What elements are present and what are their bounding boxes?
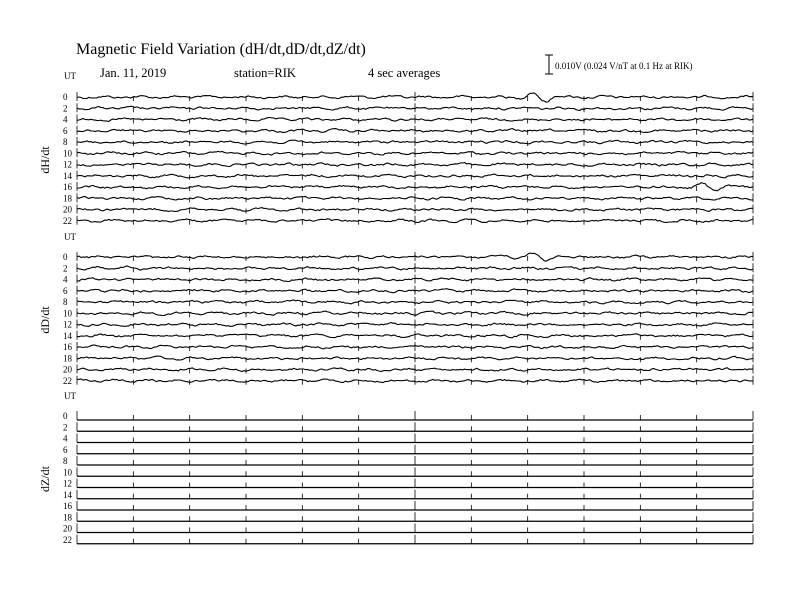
row-hour-label: 0 bbox=[63, 252, 68, 262]
row-hour-label: 12 bbox=[63, 478, 72, 489]
row-hour-label: 18 bbox=[63, 193, 72, 204]
row-hour-label: 8 bbox=[63, 297, 68, 307]
row-hour-label: 22 bbox=[63, 375, 72, 386]
row-hour-label: 22 bbox=[63, 534, 72, 545]
trace-row bbox=[63, 216, 753, 226]
scale-label: 0.010V (0.024 V/nT at 0.1 Hz at RIK) bbox=[555, 61, 693, 71]
trace-row bbox=[63, 275, 753, 285]
row-hour-label: 12 bbox=[63, 159, 72, 170]
row-hour-label: 10 bbox=[63, 308, 72, 319]
trace-row bbox=[63, 137, 753, 147]
ut-label: UT bbox=[64, 391, 76, 401]
trace-row bbox=[63, 263, 753, 273]
trace-row bbox=[63, 126, 753, 136]
ut-label: UT bbox=[64, 71, 76, 81]
trace-row bbox=[63, 411, 753, 421]
trace-row bbox=[63, 115, 753, 125]
row-hour-label: 14 bbox=[63, 489, 72, 500]
panel-axis-label: dH/dt bbox=[38, 146, 52, 174]
row-hour-label: 0 bbox=[63, 411, 68, 421]
trace-row bbox=[63, 320, 753, 330]
averaging-label: 4 sec averages bbox=[368, 66, 441, 80]
row-hour-label: 4 bbox=[63, 274, 68, 285]
trace-row bbox=[63, 160, 753, 170]
row-hour-label: 6 bbox=[63, 125, 68, 136]
row-hour-label: 16 bbox=[63, 342, 72, 352]
trace-row bbox=[63, 501, 753, 511]
trace-row bbox=[63, 535, 753, 545]
trace-row bbox=[63, 297, 753, 307]
trace-row bbox=[63, 193, 753, 203]
panel-axis-label: dZ/dt bbox=[38, 466, 52, 492]
row-hour-label: 18 bbox=[63, 512, 72, 523]
trace-row bbox=[63, 103, 753, 113]
trace-row bbox=[63, 171, 753, 181]
row-hour-label: 8 bbox=[63, 456, 68, 466]
row-hour-label: 2 bbox=[63, 422, 68, 433]
row-hour-label: 16 bbox=[63, 501, 72, 511]
trace-row bbox=[63, 479, 753, 489]
row-hour-label: 18 bbox=[63, 353, 72, 364]
trace-row bbox=[63, 342, 753, 352]
trace-row bbox=[63, 252, 753, 262]
trace-row bbox=[63, 308, 753, 318]
trace-row bbox=[63, 331, 753, 341]
trace-row bbox=[63, 524, 753, 534]
panel-dd-dt bbox=[38, 232, 753, 386]
row-hour-label: 14 bbox=[63, 170, 72, 181]
trace-row bbox=[63, 148, 753, 158]
row-hour-label: 22 bbox=[63, 215, 72, 226]
row-hour-label: 0 bbox=[63, 92, 68, 102]
row-hour-label: 2 bbox=[63, 103, 68, 114]
ut-label: UT bbox=[64, 232, 76, 242]
trace-row bbox=[63, 182, 753, 192]
trace-row bbox=[63, 422, 753, 432]
row-hour-label: 2 bbox=[63, 263, 68, 274]
row-hour-label: 10 bbox=[63, 467, 72, 478]
panel-axis-label: dD/dt bbox=[38, 306, 52, 334]
row-hour-label: 20 bbox=[63, 523, 72, 534]
row-hour-label: 6 bbox=[63, 285, 68, 296]
trace-row bbox=[63, 365, 753, 375]
panel-dh-dt bbox=[38, 71, 753, 226]
trace-row bbox=[63, 456, 753, 466]
chart-title: Magnetic Field Variation (dH/dt,dD/dt,dZ/dt) bbox=[76, 41, 366, 58]
trace-row bbox=[63, 205, 753, 215]
row-hour-label: 4 bbox=[63, 114, 68, 125]
row-hour-label: 12 bbox=[63, 319, 72, 330]
trace-row bbox=[63, 467, 753, 477]
row-hour-label: 14 bbox=[63, 330, 72, 341]
panel-dz-dt bbox=[38, 391, 753, 545]
row-hour-label: 6 bbox=[63, 444, 68, 455]
row-hour-label: 8 bbox=[63, 137, 68, 147]
trace-row bbox=[63, 434, 753, 444]
trace-row bbox=[63, 490, 753, 500]
trace-row bbox=[63, 512, 753, 522]
row-hour-label: 16 bbox=[63, 182, 72, 192]
trace-row bbox=[63, 92, 753, 102]
trace-row bbox=[63, 353, 753, 363]
row-hour-label: 20 bbox=[63, 204, 72, 215]
station-label: station=RIK bbox=[234, 66, 296, 80]
trace-row bbox=[63, 445, 753, 455]
scale-bar bbox=[545, 55, 553, 74]
date-label: Jan. 11, 2019 bbox=[100, 66, 167, 80]
row-hour-label: 20 bbox=[63, 364, 72, 375]
trace-row bbox=[63, 286, 753, 296]
trace-row bbox=[63, 376, 753, 386]
row-hour-label: 4 bbox=[63, 433, 68, 444]
row-hour-label: 10 bbox=[63, 148, 72, 159]
